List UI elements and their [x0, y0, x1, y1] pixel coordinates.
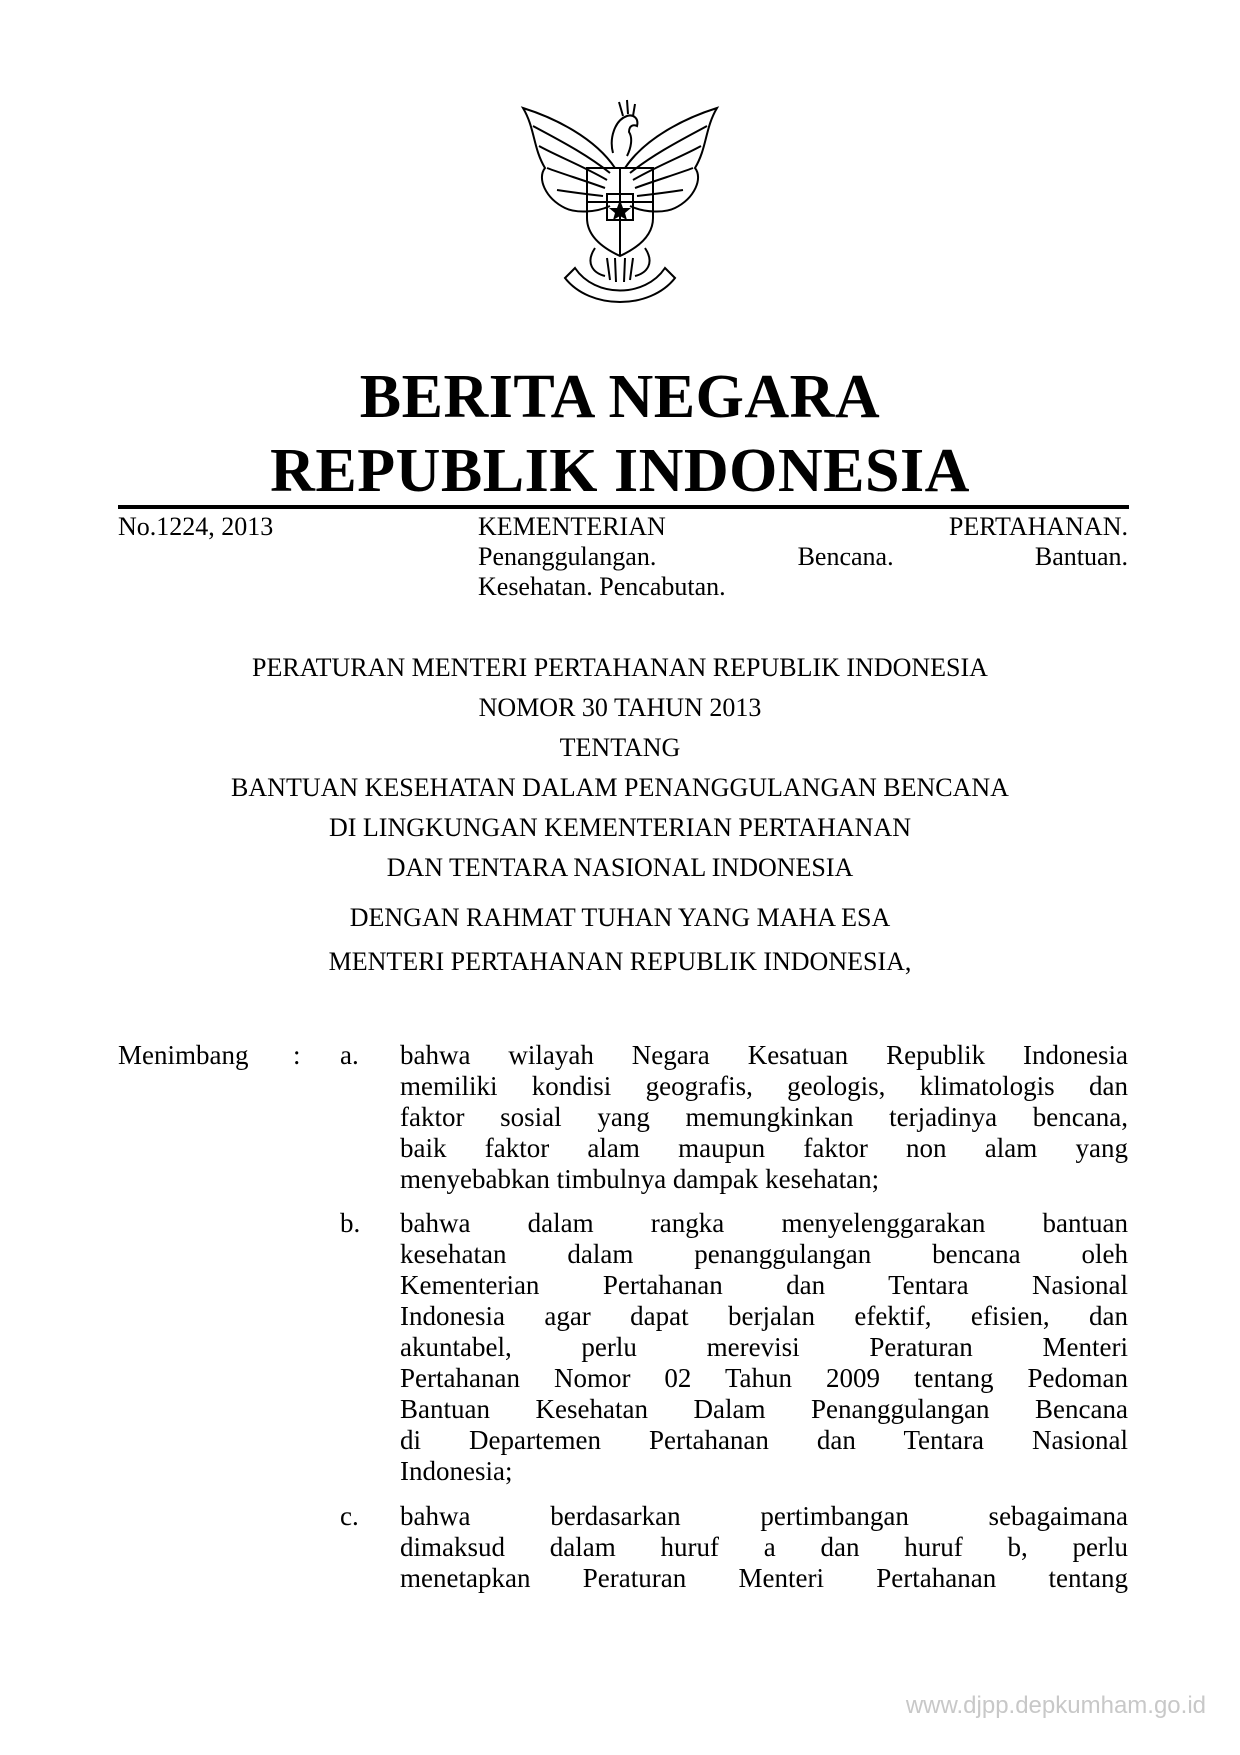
- item-line: menyebabkan timbulnya dampak kesehatan;: [400, 1164, 880, 1194]
- item-line: baik faktor alam maupun faktor non alam yang: [400, 1133, 1128, 1163]
- considering-colon: :: [293, 1040, 301, 1070]
- item-line: dimaksud dalam huruf a dan huruf b, perlu: [400, 1532, 1128, 1562]
- item-line: di Departemen Pertahanan dan Tentara Nasional: [400, 1425, 1128, 1455]
- item-marker: c.: [340, 1501, 359, 1531]
- item-line: kesehatan dalam penanggulangan bencana oleh: [400, 1239, 1128, 1269]
- item-line: menetapkan Peraturan Menteri Pertahanan tentang: [400, 1563, 1128, 1593]
- header-divider: [118, 505, 1129, 509]
- regulation-title-line: DI LINGKUNGAN KEMENTERIAN PERTAHANAN: [328, 813, 912, 842]
- gazette-number: No.1224, 2013: [118, 512, 274, 541]
- regulation-title-line: BANTUAN KESEHATAN DALAM PENANGGULANGAN BENCANA: [231, 773, 1009, 802]
- considering-label: Menimbang: [118, 1040, 249, 1070]
- item-line: Bantuan Kesehatan Dalam Penanggulangan Bencana: [400, 1394, 1128, 1424]
- item-line: bahwa berdasarkan pertimbangan sebagaimana: [400, 1501, 1128, 1531]
- opening-line: MENTERI PERTAHANAN REPUBLIK INDONESIA,: [328, 947, 912, 976]
- item-line: akuntabel, perlu merevisi Peraturan Menteri: [400, 1332, 1128, 1362]
- opening-line: DENGAN RAHMAT TUHAN YANG MAHA ESA: [349, 903, 891, 932]
- item-line: Pertahanan Nomor 02 Tahun 2009 tentang Pedoman: [400, 1363, 1128, 1393]
- subject-line: Kesehatan. Pencabutan.: [478, 572, 726, 601]
- regulation-title-line: PERATURAN MENTERI PERTAHANAN REPUBLIK INDONESIA: [252, 653, 988, 682]
- item-text: [400, 1208, 1128, 1487]
- opening-formula: [0, 896, 1240, 984]
- item-line: Indonesia;: [400, 1456, 513, 1486]
- item-line: faktor sosial yang memungkinkan terjadinya bencana,: [400, 1102, 1128, 1132]
- item-line: Indonesia agar dapat berjalan efektif, efisien, dan: [400, 1301, 1128, 1331]
- regulation-title-line: TENTANG: [559, 733, 681, 762]
- subject-line: KEMENTERIAN PERTAHANAN.: [478, 512, 1128, 541]
- subject-keywords: [478, 512, 1128, 602]
- item-marker: b.: [340, 1208, 361, 1238]
- item-line: Kementerian Pertahanan dan Tentara Nasional: [400, 1270, 1128, 1300]
- item-marker: a.: [340, 1040, 359, 1070]
- gazette-title-line2: REPUBLIK INDONESIA: [270, 437, 970, 505]
- regulation-title-line: DAN TENTARA NASIONAL INDONESIA: [386, 853, 854, 882]
- source-watermark: www.djpp.depkumham.go.id: [905, 1692, 1206, 1719]
- subject-line: Penanggulangan. Bencana. Bantuan.: [478, 542, 1128, 571]
- item-text: [400, 1040, 1128, 1195]
- gazette-title-line1: BERITA NEGARA: [359, 363, 881, 431]
- item-line: bahwa dalam rangka menyelenggarakan bantuan: [400, 1208, 1128, 1238]
- regulation-title: [0, 648, 1240, 888]
- item-line: bahwa wilayah Negara Kesatuan Republik Indonesia: [400, 1040, 1128, 1070]
- regulation-number: NOMOR 30 TAHUN 2013: [478, 693, 762, 722]
- item-text: [400, 1501, 1128, 1594]
- garuda-pancasila-emblem: [515, 98, 725, 313]
- item-line: memiliki kondisi geografis, geologis, klimatologis dan: [400, 1071, 1128, 1101]
